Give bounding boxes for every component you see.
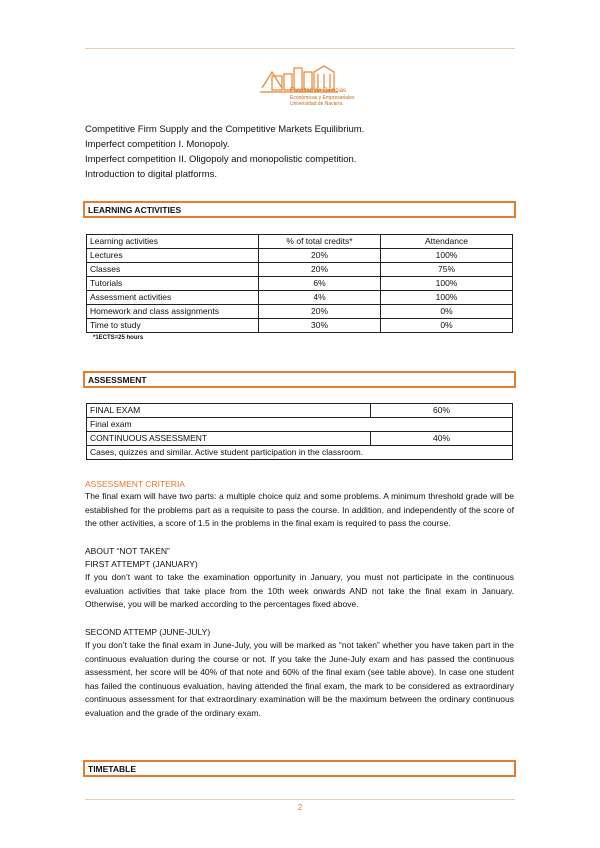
final-exam-percent: 60%: [371, 404, 513, 418]
table-cell: 6%: [259, 277, 381, 291]
activities-table: [86, 234, 513, 333]
page-number: 2: [297, 803, 303, 812]
column-header: Learning activities: [87, 235, 259, 249]
table-row: [87, 305, 513, 319]
table-cell: 75%: [381, 263, 513, 277]
table-cell: 100%: [381, 291, 513, 305]
table-cell: 100%: [381, 249, 513, 263]
first-attempt-heading: FIRST ATTEMPT (JANUARY): [85, 559, 198, 569]
criteria-paragraph-2: If you don’t want to take the examination opportunity in January, you must not participate in the continuous evaluation activities that take place from the 10th week onwards AND not take the final exam in January. Otherwise, you will be marked according to the percentages fixed above.: [85, 572, 514, 610]
table-cell: Classes: [87, 263, 259, 277]
table-cell: Time to study: [87, 319, 259, 333]
table-header-row: [87, 235, 513, 249]
table-row: [87, 249, 513, 263]
second-attempt-heading: SECOND ATTEMP (JUNE-JULY): [85, 627, 211, 637]
ects-footnote: *1ECTS=25 hours: [93, 335, 144, 341]
table-row: [87, 404, 513, 418]
section-title: ASSESSMENT: [88, 375, 147, 385]
section-title: TIMETABLE: [88, 764, 137, 774]
table-cell: Tutorials: [87, 277, 259, 291]
table-row: [87, 319, 513, 333]
table-row: [87, 263, 513, 277]
criteria-paragraph-3: If you don’t take the final exam in June-July, you will be marked as “not taken” whether you have taken part in the continuous evaluation during the course or not. If you take the June-July exam and has passed the continuous assessment, her score will be 40% of that note and 60% of the final exam (see table above). In case one student has failed the continuous evaluation, having attended the final exam, the mark to be considered as extraordinary continuous assessment for that extraordinary examination will be the maximum between the ordinary continuous evaluation and the grade of the ordinary exam.: [85, 640, 514, 718]
continuous-assessment-label: CONTINUOUS ASSESSMENT: [87, 432, 371, 446]
topic-item: Competitive Firm Supply and the Competitive Markets Equilibrium.: [85, 124, 365, 135]
continuous-assessment-description: Cases, quizzes and similar. Active student participation in the classroom.: [87, 446, 513, 460]
continuous-assessment-percent: 40%: [371, 432, 513, 446]
logo-text-3: Universidad de Navarra: [290, 101, 343, 107]
section-assessment: [83, 371, 516, 388]
header-rule: [85, 48, 515, 49]
table-row: [87, 432, 513, 446]
topic-list: [85, 122, 364, 182]
final-exam-label: FINAL EXAM: [87, 404, 371, 418]
topic-item: Imperfect competition I. Monopoly.: [85, 139, 230, 150]
table-row: [87, 418, 513, 432]
section-learning-activities: [83, 201, 516, 218]
footer-rule: [85, 799, 515, 800]
section-title: LEARNING ACTIVITIES: [88, 205, 182, 215]
table-cell: 0%: [381, 319, 513, 333]
table-cell: 20%: [259, 249, 381, 263]
assessment-criteria-title: ASSESSMENT CRITERIA: [85, 479, 185, 489]
logo-text-1: Facultad de Ciencias: [290, 88, 347, 94]
section-timetable: [83, 760, 516, 777]
table-row: [87, 277, 513, 291]
table-cell: Assessment activities: [87, 291, 259, 305]
not-taken-heading: ABOUT “NOT TAKEN”: [85, 546, 170, 556]
table-cell: Lectures: [87, 249, 259, 263]
table-row: [87, 291, 513, 305]
table-cell: 100%: [381, 277, 513, 291]
table-cell: 4%: [259, 291, 381, 305]
assessment-table: [86, 403, 513, 460]
table-cell: 20%: [259, 305, 381, 319]
topic-item: Introduction to digital platforms.: [85, 169, 218, 180]
final-exam-description: Final exam: [87, 418, 513, 432]
table-cell: Homework and class assignments: [87, 305, 259, 319]
table-row: [87, 446, 513, 460]
column-header: % of total credits*: [259, 235, 381, 249]
table-cell: 0%: [381, 305, 513, 319]
table-cell: 30%: [259, 319, 381, 333]
table-cell: 20%: [259, 263, 381, 277]
logo-text-2: Económicas y Empresariales: [290, 95, 355, 101]
column-header: Attendance: [381, 235, 513, 249]
topic-item: Imperfect competition II. Oligopoly and monopolistic competition.: [85, 154, 357, 165]
criteria-paragraph-1: The final exam will have two parts: a multiple choice quiz and some problems. A minimum threshold grade will be established for the problems part as a requisite to pass the course. In addition, and independently of the score of the other activities, a score of 1.5 in the problems in the final exam is required to pass the course.: [85, 491, 514, 529]
